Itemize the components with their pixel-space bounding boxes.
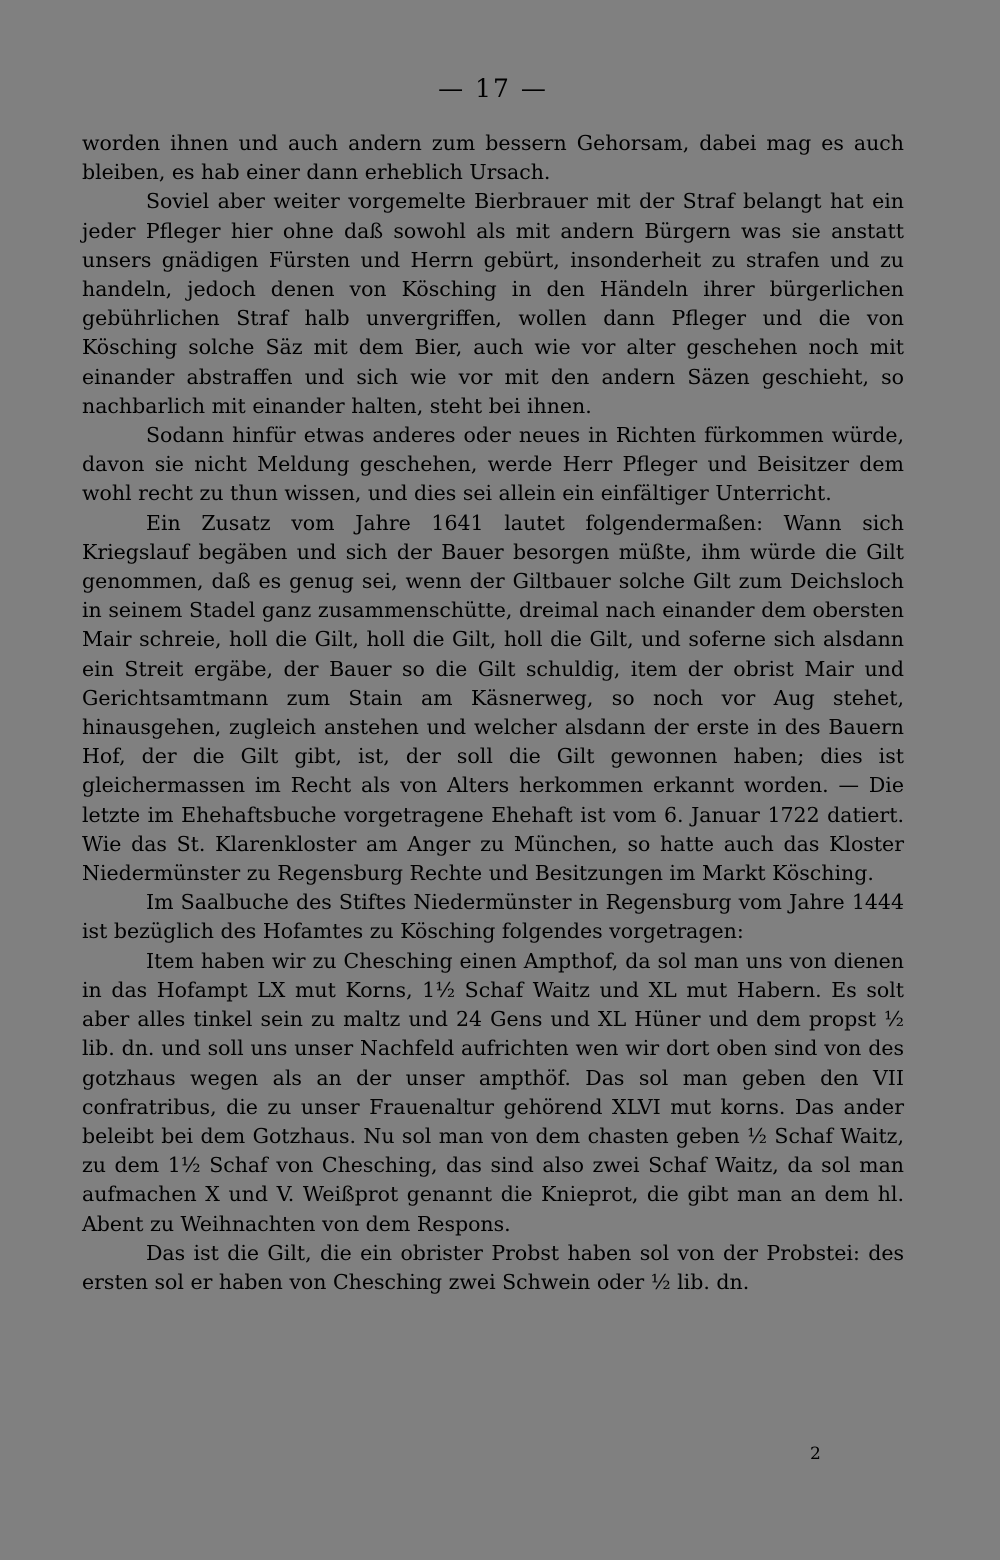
paragraph-5: Im Saalbuche des Stiftes Niedermünster in Regensburg vom Jahre 1444 ist bezüglich des Hofamtes zu Kösching folgendes vorgetragen: <box>82 890 904 944</box>
paragraph-1: worden ihnen und auch andern zum bessern Gehorsam, dabei mag es auch bleiben, es hab einer dann erheblich Ursach. <box>82 131 904 185</box>
paragraph-4: Ein Zusatz vom Jahre 1641 lautet folgendermaßen: Wann sich Kriegslauf begäben und sich der Bauer besorgen müßte, ihm würde die Gilt genommen, daß es genug sei, wenn der Giltbauer solche Gilt zum Deichsloch in seinem Stadel ganz zusammenschütte, dreimal nach einander dem obersten Mair schreie, holl die Gilt, holl die Gilt, holl die Gilt, und soferne sich alsdann ein Streit ergäbe, der Bauer so die Gilt schuldig, item der obrist Mair und Gerichtsamtmann zum Stain am Käsnerweg, so noch vor Aug stehet, hinausgehen, zugleich anstehen und welcher alsdann der erste in des Bauern Hof, der die Gilt gibt, ist, der soll die Gilt gewonnen haben; dies ist gleichermassen im Recht als von Alters herkommen erkannt worden. — Die letzte im Ehehaftsbuche vorgetragene Ehehaft ist vom 6. Januar 1722 datiert. Wie das St. Klarenkloster am Anger zu München, so hatte auch das Kloster Niedermünster zu Regensburg Rechte und Besitzungen im Markt Kösching. <box>82 510 904 886</box>
paragraph-3: Sodann hinfür etwas anderes oder neues in Richten fürkommen würde, davon sie nicht Meldung geschehen, werde Herr Pfleger und Beisitzer dem wohl recht zu thun wissen, und dies sei allein ein einfältiger Unterricht. <box>82 423 904 506</box>
paragraph-6: Item haben wir zu Chesching einen Ampthof, da sol man uns von dienen in das Hofampt LX mut Korns, 1½ Schaf Waitz und XL mut Habern. Es solt aber alles tinkel sein zu maltz und 24 Gens und XL Hüner und dem propst ½ lib. dn. und soll uns unser Nachfeld aufrichten wen wir dort oben sind von des gotzhaus wegen als an der unser ampthöf. Das sol man geben den VII confratribus, die zu unser Frauenaltur gehörend XLVI mut korns. Das ander beleibt bei dem Gotzhaus. Nu sol man von dem chasten geben ½ Schaf Waitz, zu dem 1½ Schaf von Chesching, das sind also zwei Schaf Waitz, da sol man aufmachen X und V. Weißprot genannt die Knieprot, die gibt man an dem hl. Abent zu Weihnachten von dem Respons. <box>82 948 904 1236</box>
body-text <box>82 129 904 1297</box>
sheet-signature: 2 <box>810 1444 821 1464</box>
page-number: — 17 — <box>438 74 548 103</box>
paragraph-7: Das ist die Gilt, die ein obrister Probst haben sol von der Probstei: des ersten sol er haben von Chesching zwei Schwein oder ½ lib. dn. <box>82 1240 904 1294</box>
document-page <box>82 74 904 1297</box>
paragraph-2: Soviel aber weiter vorgemelte Bierbrauer mit der Straf belangt hat ein jeder Pfleger hier ohne daß sowohl als mit andern Bürgern was sie anstatt unsers gnädigen Fürsten und Herrn gebürt, insonderheit zu strafen und zu handeln, jedoch denen von Kösching in den Händeln ihrer bürgerlichen gebührlichen Straf halb unvergriffen, wollen dann Pfleger und die von Kösching solche Säz mit dem Bier, auch wie vor alter geschehen noch mit einander abstraffen und sich wie vor mit den andern Säzen geschieht, so nachbarlich mit einander halten, steht bei ihnen. <box>82 189 904 418</box>
